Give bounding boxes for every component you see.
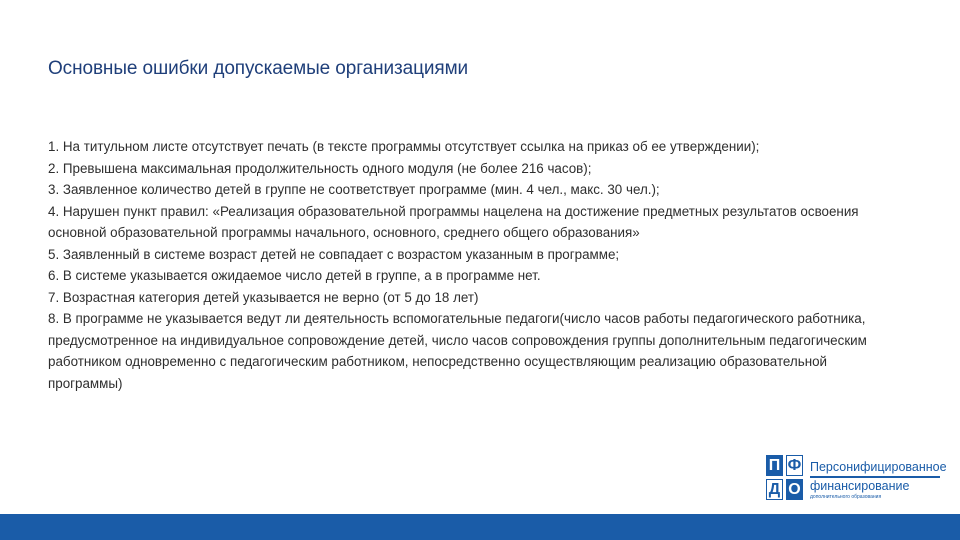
- error-item-3: 3. Заявленное количество детей в группе не соответствует программе (мин. 4 чел., макс. 30 чел.);: [48, 182, 660, 197]
- error-item-7: 7. Возрастная категория детей указывается не верно (от 5 до 18 лет): [48, 289, 479, 305]
- error-item-5: 5. Заявленный в системе возраст детей не совпадает с возрастом указанным в программе;: [48, 246, 620, 262]
- logo-text-line2: финансирование: [810, 479, 910, 493]
- slide-title: Основные ошибки допускаемые организациями: [48, 58, 469, 79]
- logo-text-line3: дополнительного образования: [810, 494, 882, 500]
- error-list: [48, 136, 878, 394]
- logo-mark: [766, 455, 804, 501]
- logo-divider: [810, 476, 940, 478]
- pfdo-logo: [766, 455, 946, 501]
- error-item-6: 6. В системе указывается ожидаемое число детей в группе, а в программе нет.: [48, 268, 541, 283]
- logo-letter-o: О: [786, 479, 803, 500]
- error-item-2: 2. Превышена максимальная продолжительность одного модуля (не более 216 часов);: [48, 160, 592, 176]
- error-item-4: 4. Нарушен пункт правил: «Реализация образовательной программы нацелена на достижение предметных результатов освоения основной образовательной программы начального, основного, среднего общего образования»: [48, 203, 859, 240]
- error-item-8: 8. В программе не указывается ведут ли деятельность вспомогательные педагоги(число часов работы педагогического работника, предусмотренное на индивидуальное сопровождение детей, число часов сопровождения группы дополнительным педагогическим работником одновременно с педагогическим работником, непосредственно осуществляющим реализацию образовательной программы): [48, 311, 867, 391]
- logo-letter-p: П: [766, 455, 783, 476]
- error-item-1: 1. На титульном листе отсутствует печать (в тексте программы отсутствует ссылка на приказ об ее утверждении);: [48, 139, 760, 154]
- logo-letter-d: Д: [766, 479, 783, 500]
- logo-letter-f: Ф: [786, 455, 803, 476]
- logo-text-line1: Персонифицированное: [810, 460, 947, 474]
- bottom-accent-bar: [0, 514, 960, 540]
